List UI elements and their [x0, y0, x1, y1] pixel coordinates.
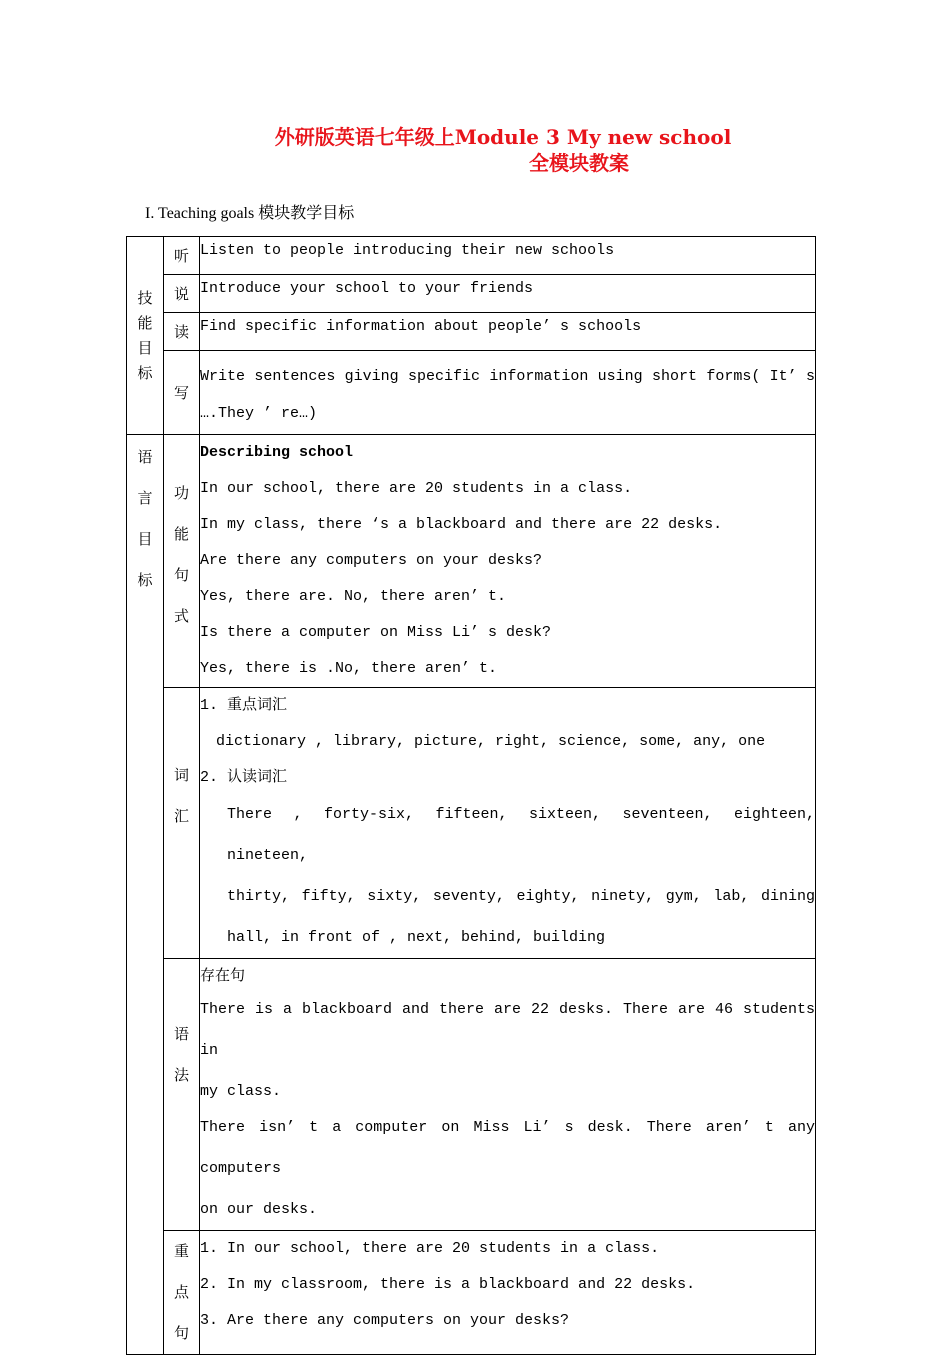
skill-label-speaking: 说: [164, 275, 200, 313]
list-item: 3. Are there any computers on your desks?: [200, 1312, 570, 1329]
vocabulary-recognition-line: hall, in front of , next, behind, building: [227, 929, 606, 946]
vocabulary-content: [200, 688, 816, 959]
grammar-content: 存在句 There is a blackboard and there are 22 desks. There are 46 students in my class. There isn’ t a computer on Miss Li’ s desk. There aren’ t any computers on our desks.: [200, 959, 816, 1231]
table-row: [127, 351, 816, 435]
table-row: [127, 313, 816, 351]
grammar-heading: 存在句: [200, 966, 246, 984]
skill-text-reading: Find specific information about people’ s schools: [200, 313, 816, 351]
skill-text-speaking: Introduce your school to your friends: [200, 275, 816, 313]
vocabulary-recognition-line: thirty, fifty, sixty, seventy, eighty, ninety, gym, lab, dining: [227, 888, 815, 905]
skill-text-writing: Write sentences giving specific information using short forms( It’ s ….They ’ re…): [200, 351, 816, 435]
vocabulary-recognition-line: There , forty-six, fifteen, sixteen, seventeen, eighteen, nineteen,: [227, 806, 815, 864]
functions-heading: Describing school: [200, 444, 354, 461]
list-item: 2. In my classroom, there is a blackboard and 22 desks.: [200, 1276, 696, 1293]
grammar-label: 语 法: [164, 959, 200, 1231]
functions-label: 功 能 句 式: [164, 435, 200, 688]
language-goals-label: 语 言 目 标: [127, 435, 164, 1355]
table-row: [127, 275, 816, 313]
vocabulary-key-words: dictionary , library, picture, right, science, some, any, one: [216, 733, 766, 750]
table-row: [127, 688, 816, 959]
table-row: [127, 959, 816, 1231]
functions-content: [200, 435, 816, 688]
table-row: [127, 1231, 816, 1355]
skill-goals-label: 技 能 目 标: [127, 237, 164, 435]
skill-label-listening: 听: [164, 237, 200, 275]
skill-label-reading: 读: [164, 313, 200, 351]
vocabulary-key-heading: 1. 重点词汇: [200, 697, 288, 714]
list-item: Yes, there are. No, there aren’ t.: [200, 588, 507, 605]
teaching-goals-table: [126, 236, 816, 1355]
list-item: 1. In our school, there are 20 students in a class.: [200, 1240, 660, 1257]
key-sentences-content: [200, 1231, 816, 1355]
list-item: Is there a computer on Miss Li’ s desk?: [200, 624, 552, 641]
skill-text-listening: Listen to people introducing their new schools: [200, 237, 816, 275]
list-item: In my class, there ‘s a blackboard and there are 22 desks.: [200, 516, 723, 533]
list-item: Are there any computers on your desks?: [200, 552, 543, 569]
list-item: Yes, there is .No, there aren’ t.: [200, 660, 498, 677]
vocabulary-label: 词 汇: [164, 688, 200, 959]
section-heading: I. Teaching goals 模块教学目标: [145, 205, 355, 222]
table-row: [127, 435, 816, 688]
document-title-line1: 外研版英语七年级上Module 3 My new school: [274, 125, 732, 149]
document-title-line2: 全模块教案: [529, 151, 629, 175]
vocabulary-recognition-heading: 2. 认读词汇: [200, 769, 288, 786]
table-row: [127, 237, 816, 275]
skill-label-writing: 写: [164, 351, 200, 435]
key-sentences-label: 重 点 句: [164, 1231, 200, 1355]
list-item: In our school, there are 20 students in a class.: [200, 480, 633, 497]
